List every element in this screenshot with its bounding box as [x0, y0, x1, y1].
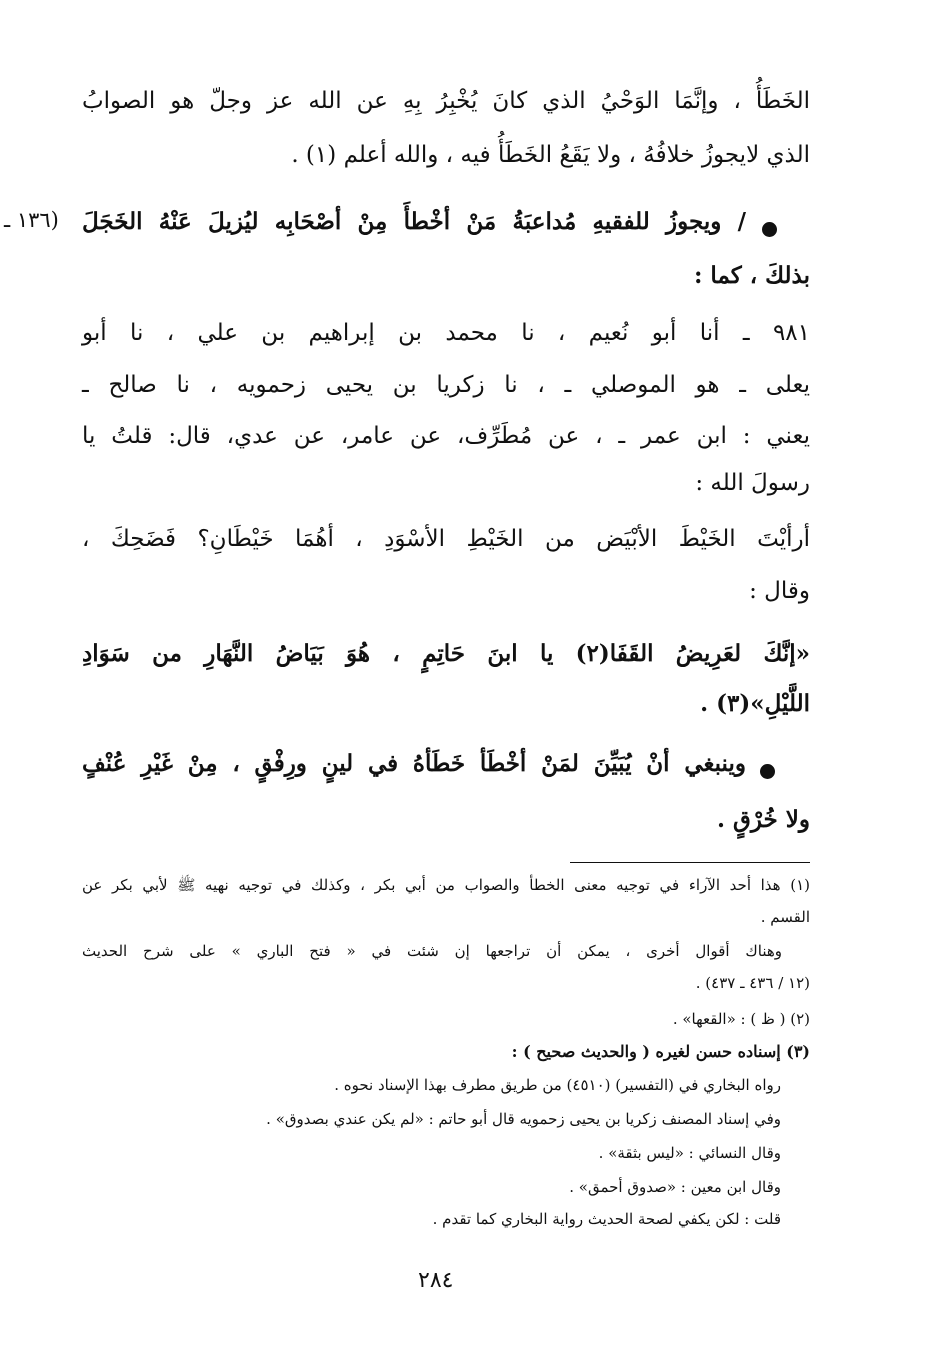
hadith-chain-line: يعلى ـ هو الموصلي ـ ، نا زكريا بن يحيى زحمويه ، نا صالح ـ — [82, 372, 810, 398]
footnote-line: وقال ابن معين : «صدوق أحمق» . — [569, 1178, 781, 1196]
body-line: أرأيْتَ الخَيْطَ الأبْيَض من الخَيْطِ الأسْوَدِ ، أهُمَا خَيْطَانِ؟ فَضَحِكَ ، — [82, 526, 810, 552]
footnote-title: (٣) إسناده حسن لغيره ( والحديث صحيح ) : — [511, 1042, 810, 1061]
footnote-line: (٢) ( ظ ) : «القعها» . — [672, 1010, 810, 1028]
footnote-line: رواه البخاري في (التفسير) (٤٥١٠) من طريق مطرف بهذا الإسناد نحوه . — [334, 1076, 781, 1094]
margin-page-reference: (١٣٦ ـ — [4, 208, 59, 232]
footnote-line: القسم . — [760, 908, 810, 926]
footnote-line: وهناك أقوال أخرى ، يمكن أن تراجعها إن شئت في « فتح الباري » على شرح الحديث — [82, 942, 782, 960]
section-heading: وينبغي أنْ يُبَيِّنَ لمَنْ أخْطَأ خَطَأهُ في لينٍ ورِفْقٍ ، مِنْ غَيْرِ عُنْفٍ — [82, 750, 746, 777]
page-number: ٢٨٤ — [418, 1268, 454, 1293]
hadith-quote-line: «إنَّكَ لعَرِيضُ القَفَا(٢) يا ابنَ حَاتِمٍ ، هُوَ بَيَاضُ النَّهَارِ من سَوَادِ — [82, 640, 810, 667]
footnote-line: قلت : لكن يكفي لصحة الحديث رواية البخاري كما تقدم . — [432, 1210, 781, 1228]
hadith-quote-line: اللَّيْلِ»(٣) . — [700, 690, 810, 717]
hadith-chain-line: يعني : ابن عمر ـ ، عن مُطَرِّف، عن عامر، عن عدي، قال: قلتُ يا — [82, 423, 810, 449]
body-line: الذي لايجوزُ خلافُهُ ، ولا يَقَعُ الخَطَأُ فيه ، والله أعلم (١) . — [291, 142, 810, 168]
footnote-line: (١) هذا أحد الآراء في توجيه معنى الخطأ والصواب من أبي بكر ، وكذلك في توجيه نهيه ﷺ لأبي بكر عن — [82, 876, 810, 894]
section-heading: / ويجوزُ للفقيهِ مُداعبَةُ مَنْ أخْطأَ مِنْ أصْحَابِه ليُزيلَ عَنْهُ الخَجَلَ — [82, 208, 746, 235]
footnote-line: وفي إسناد المصنف زكريا بن يحيى زحمويه قال أبو حاتم : «لم يكن عندي بصدوق» . — [266, 1110, 781, 1128]
bullet-icon — [762, 222, 777, 237]
footnote-separator — [570, 862, 810, 863]
body-line: وقال : — [749, 578, 810, 604]
footnote-line: (١٢ / ٤٣٦ ـ ٤٣٧) . — [695, 974, 810, 992]
footnote-line: وقال النسائي : «ليس بثقة» . — [598, 1144, 781, 1162]
body-line: الخَطَأُ ، وإنَّمَا الوَحْيُ الذي كانَ يُخْبِرُ بِهِ عن الله عز وجلّ هو الصوابُ — [82, 88, 810, 114]
section-heading: بذلكَ ، كما : — [693, 262, 810, 289]
hadith-chain-line: رسولَ الله : — [695, 470, 810, 496]
section-heading: ولا خُرْقٍ . — [717, 806, 810, 833]
bullet-icon — [760, 764, 775, 779]
hadith-chain-line: ٩٨١ ـ أنا أبو نُعيم ، نا محمد بن إبراهيم بن علي ، نا أبو — [82, 320, 810, 346]
